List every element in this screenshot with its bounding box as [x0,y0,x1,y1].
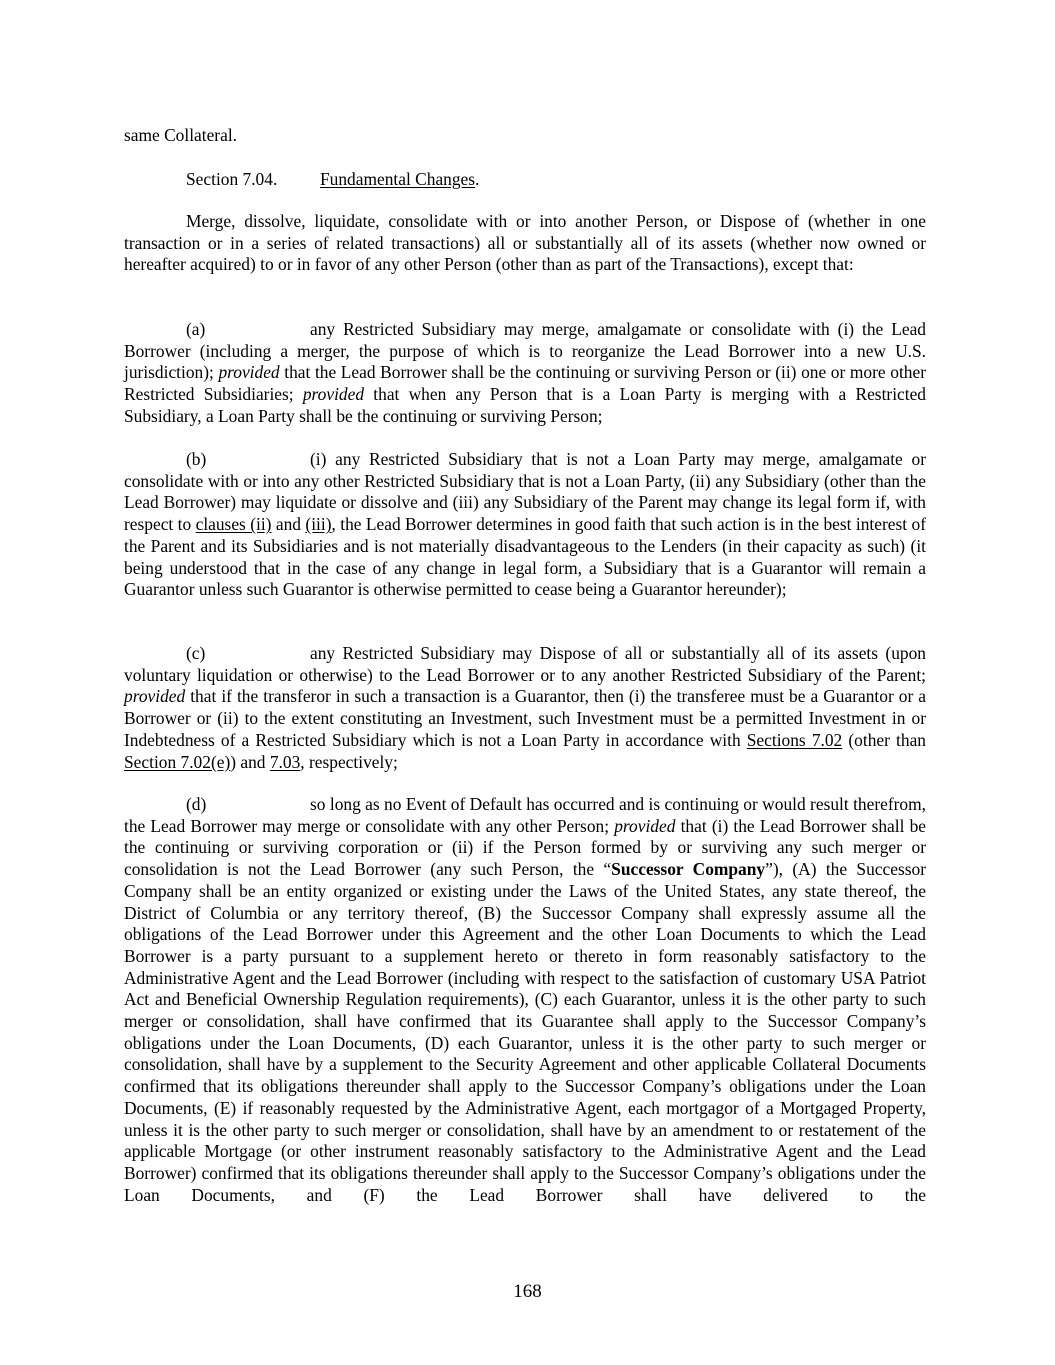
clause-c-label: (c) [186,643,206,663]
page-number: 168 [513,1281,542,1302]
clause-d-label: (d) [186,794,207,814]
intro-paragraph: Merge, dissolve, liquidate, consolidate with or into another Person, or Dispose of (whether in one transaction or in a series of related transactions) all or substantially all of its assets (whether now owned or hereafter acquired) to or in favor of any other Person (other than as part of the Transactions), except that: [124,211,926,275]
section-number: Section 7.04. [186,169,278,189]
clause-b: (b) (i) any Restricted Subsidiary that is not a Loan Party may merge, amalgamate or consolidate with or into any other Restricted Subsidiary that is not a Loan Party, (ii) any Subsidiary (other than the Lead Borrower) may liquidate or dissolve and (iii) any Subsidiary of the Parent may change its legal form if, with respect to clauses (ii) and (iii), the Lead Borrower determines in good faith that such action is in the best interest of the Parent and its Subsidiaries and is not materially disadvantageous to the Lenders (in their capacity as such) (it being understood that in the case of any change in legal form, a Subsidiary that is a Guarantor will remain a Guarantor unless such Guarantor is otherwise permitted to cease being a Guarantor hereunder); [124,449,926,600]
continuation-text: same Collateral. [124,125,237,145]
clause-d: (d) so long as no Event of Default has occurred and is continuing or would result therefrom, the Lead Borrower may merge or consolidate with any other Person; provided that (i) the Lead Borrower shall be the continuing or surviving corporation or (ii) if the Person formed by or surviving any such merger or consolidation is not the Lead Borrower (any such Person, the “Successor Company”), (A) the Successor Company shall be an entity organized or existing under the Laws of the United States, any state thereof, the District of Columbia or any territory thereof, (B) the Successor Company shall expressly assume all the obligations of the Lead Borrower under this Agreement and the other Loan Documents to which the Lead Borrower is a party pursuant to a supplement hereto or thereto in form reasonably satisfactory to the Administrative Agent and the Lead Borrower (including with respect to the satisfaction of customary USA Patriot Act and Beneficial Ownership Regulation requirements), (C) each Guarantor, unless it is the other party to such merger or consolidation, shall have confirmed that its Guarantee shall apply to the Successor Company’s obligations under the Loan Documents, (D) each Guarantor, unless it is the other party to such merger or consolidation, shall have by a supplement to the Security Agreement and other applicable Collateral Documents confirmed that its obligations thereunder shall apply to the Successor Company’s obligations under the Loan Documents, (E) if reasonably requested by the Administrative Agent, each mortgagor of a Mortgaged Property, unless it is the other party to such merger or consolidation, shall have by an amendment to or restatement of the applicable Mortgage (or other instrument reasonably satisfactory to the Administrative Agent and the Lead Borrower) confirmed that its obligations thereunder shall apply to the Successor Company’s obligations under the Loan Documents, and (F) the Lead Borrower shall have delivered to the [124,794,926,1205]
clause-a-label: (a) [186,319,206,339]
clause-c: (c) any Restricted Subsidiary may Dispose of all or substantially all of its assets (upon voluntary liquidation or otherwise) to the Lead Borrower or to any another Restricted Subsidiary of the Parent; provided that if the transferor in such a transaction is a Guarantor, then (i) the transferee must be a Guarantor or a Borrower or (ii) to the extent constituting an Investment, such Investment must be a permitted Investment in or Indebtedness of a Restricted Subsidiary which is not a Loan Party in accordance with Sections 7.02 (other than Section 7.02(e)) and 7.03, respectively; [124,643,926,772]
section-title: Fundamental Changes [320,169,476,189]
clause-a: (a) any Restricted Subsidiary may merge, amalgamate or consolidate with (i) the Lead Borrower (including a merger, the purpose of which is to reorganize the Lead Borrower into a new U.S. jurisdiction); provided that the Lead Borrower shall be the continuing or surviving Person or (ii) one or more other Restricted Subsidiaries; provided that when any Person that is a Loan Party is merging with a Restricted Subsidiary, a Loan Party shall be the continuing or surviving Person; [124,319,926,426]
clause-b-label: (b) [186,449,207,469]
section-heading: Section 7.04. Fundamental Changes. [186,169,480,189]
